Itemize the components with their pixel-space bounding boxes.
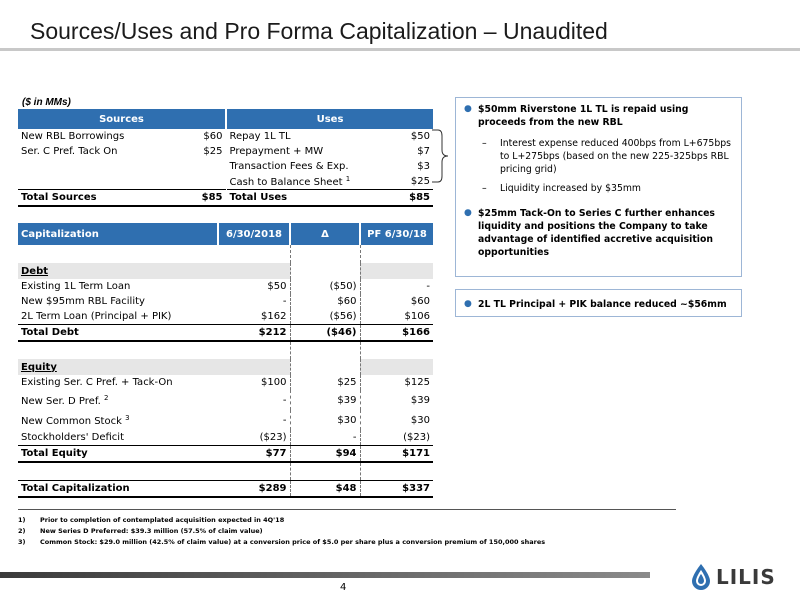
sources-uses-row: Ser. C Pref. Tack On $25 Prepayment + MW $7	[21, 146, 430, 157]
page-number: 4	[340, 582, 347, 593]
sources-uses-row: New RBL Borrowings $60 Repay 1L TL $50	[21, 131, 430, 142]
commentary-box	[455, 97, 742, 277]
sources-uses-total-row: Total Sources $85 Total Uses $85	[18, 189, 433, 206]
footnotes	[18, 515, 545, 548]
footer-bar	[0, 572, 650, 578]
cap-header-label: Capitalization	[18, 223, 218, 245]
footnote-ref: 1	[345, 174, 351, 183]
footnote: 2) New Series D Preferred: $39.3 million (57.5% of claim value)	[18, 527, 263, 535]
footnote-ref: 3	[125, 413, 130, 422]
footnote-ref: 2	[103, 393, 109, 402]
commentary-bullet: ● $25mm Tack-On to Series C further enhances liquidity and positions the Company to take advantage of identified accretive acquisition opportunities	[464, 208, 715, 258]
title-divider	[0, 48, 800, 51]
table-row: Stockholders' Deficit ($23) - ($23)	[18, 430, 433, 445]
units-note: ($ in MMs)	[22, 97, 71, 108]
table-row: Existing Ser. C Pref. + Tack-On $100 $25 $125	[21, 377, 430, 388]
commentary-box-secondary	[455, 289, 742, 317]
sources-uses-table	[18, 109, 433, 207]
bullet-icon: ●	[464, 208, 472, 218]
total-equity-row: Total Equity $77 $94 $171	[18, 445, 433, 462]
footnote: 1) Prior to completion of contemplated acquisition expected in 4Q'18	[18, 516, 285, 524]
commentary-bullet: ● $50mm Riverstone 1L TL is repaid using proceeds from the new RBL	[464, 104, 689, 128]
sources-uses-row: Transaction Fees & Exp. $3	[18, 159, 433, 174]
logo-text: LILIS	[716, 565, 776, 589]
table-row: 2L Term Loan (Principal + PIK) $162 ($56) $106	[18, 309, 433, 324]
sources-uses-row: Cash to Balance Sheet $^1$ $25	[18, 174, 433, 189]
table-row: Existing 1L Term Loan $50 ($50) -	[21, 281, 430, 292]
footnote-divider	[18, 509, 676, 510]
table-row: New Common Stock $^3$ - $30 $30	[18, 410, 433, 430]
uses-header: Uses	[226, 109, 433, 129]
bullet-icon: ●	[464, 104, 472, 114]
table-row: New $95mm RBL Facility - $60 $60	[21, 296, 430, 307]
commentary-bullet: ● 2L TL Principal + PIK balance reduced ~$56mm	[464, 299, 727, 310]
drop-icon	[690, 563, 712, 591]
brace-connector	[430, 128, 454, 184]
debt-section-header: Debt	[18, 263, 433, 279]
commentary-sub-bullet: – Interest expense reduced 400bps from L+675bps to L+275bps (based on the new 225-325bps RBL pricing grid)	[482, 138, 731, 175]
commentary-sub-bullet: – Liquidity increased by $35mm	[482, 183, 641, 194]
equity-section-header: Equity	[18, 359, 433, 375]
sources-header: Sources	[18, 109, 226, 129]
bullet-icon: ●	[464, 299, 472, 309]
total-capitalization-row: Total Capitalization $289 $48 $337	[18, 480, 433, 497]
page-title: Sources/Uses and Pro Forma Capitalization – Unaudited	[30, 18, 608, 44]
capitalization-table: Capitalization 6/30/2018 Δ PF 6/30/18 Debt Existing 1L Term Loan $50 ($50) - New $95mm RBL Facility - $60 $60 2L Term Loan (Principal + PIK) $162 ($56) $106 Total Debt $212 ($46) $166 Equity Existing Ser. C Pref. + Tack-On $100 $25 $125 New Ser. D Pref. $^2$ - $39 $39 New Common Stock $^3$ - $30 $30 Stockholders' Deficit ($23) - ($23) Total Equity $77 $94 $171 Total Capitalization $289 $48 $337	[18, 223, 433, 498]
total-debt-row: Total Debt $212 ($46) $166	[18, 324, 433, 341]
table-row: New Ser. D Pref. $^2$ - $39 $39	[18, 390, 433, 410]
company-logo	[690, 563, 776, 591]
footnote: 3) Common Stock: $29.0 million (42.5% of claim value) at a conversion price of $5.0 per share plus a conversion premium of 150,000 shares	[18, 538, 546, 546]
